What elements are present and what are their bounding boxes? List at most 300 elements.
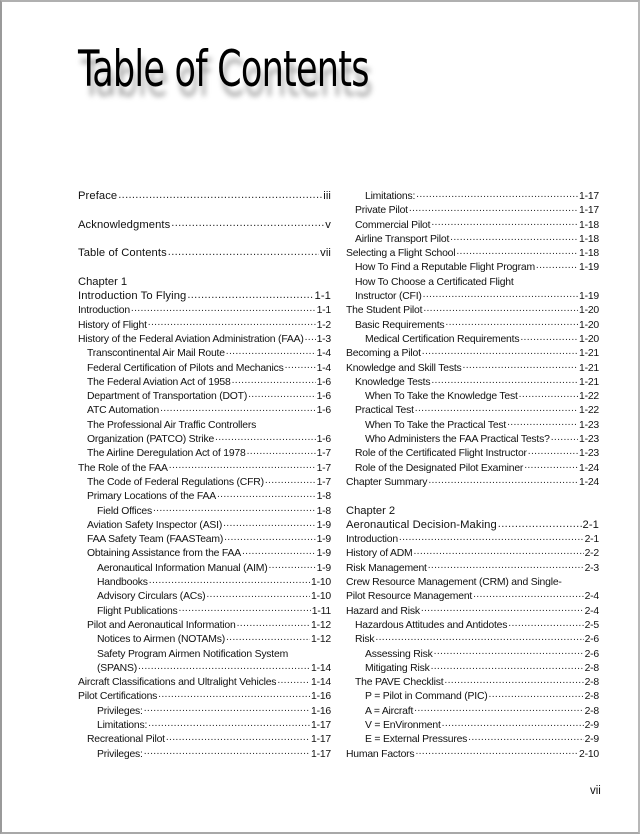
toc-entry-page: 1-19 — [579, 262, 599, 274]
toc-entry[interactable] — [346, 604, 599, 618]
toc-entry[interactable] — [78, 546, 331, 560]
toc-entry-label: Privileges: — [97, 748, 143, 760]
toc-entry-label: Medical Certification Requirements — [365, 333, 520, 345]
toc-entry[interactable] — [346, 346, 599, 360]
toc-entry-label: Introduction — [346, 534, 398, 546]
toc-entry-page: 1-23 — [579, 434, 599, 446]
toc-entry-label: Private Pilot — [355, 205, 408, 217]
dot-leader — [217, 489, 316, 499]
dot-leader — [149, 575, 310, 585]
toc-entry-label: Recreational Pilot — [87, 734, 165, 746]
toc-entry[interactable] — [346, 518, 599, 532]
dot-leader — [224, 532, 315, 542]
toc-entry[interactable] — [346, 732, 599, 746]
toc-entry-page: 1-24 — [579, 462, 599, 474]
chapter-1-continued-entries — [346, 189, 599, 489]
toc-entry-page: 2-9 — [584, 734, 599, 746]
chapter-1-label: Chapter 1 — [78, 275, 128, 288]
dot-leader — [528, 446, 578, 456]
toc-entry-page: 1-7 — [316, 448, 331, 460]
dot-leader — [158, 689, 310, 699]
dot-leader — [563, 575, 598, 585]
toc-entry[interactable] — [346, 389, 599, 403]
toc-entry-page: 1-20 — [579, 305, 599, 317]
toc-entry-label: Human Factors — [346, 748, 415, 760]
toc-entry-page: 2-1 — [582, 518, 599, 531]
dot-leader — [247, 446, 316, 456]
toc-entry-page: 1-21 — [579, 348, 599, 360]
toc-entry[interactable] — [78, 632, 331, 646]
toc-entry-label: Basic Requirements — [355, 319, 445, 331]
toc-entry[interactable] — [346, 546, 599, 560]
toc-entry-label: Risk — [355, 634, 375, 646]
toc-entry-page: 1-21 — [579, 376, 599, 388]
chapter-2-label: Chapter 2 — [346, 504, 396, 517]
toc-entry[interactable] — [346, 189, 599, 203]
toc-entry[interactable] — [78, 661, 331, 675]
dot-leader — [434, 647, 584, 657]
toc-entry-page: 1-21 — [579, 362, 599, 374]
toc-entry[interactable] — [78, 332, 331, 346]
dot-leader — [148, 718, 310, 728]
toc-entry[interactable] — [346, 647, 599, 661]
toc-entry[interactable] — [78, 732, 331, 746]
toc-entry-page: 1-1 — [316, 305, 331, 317]
dot-leader — [423, 303, 578, 313]
toc-entry-label: When To Take the Practical Test — [365, 419, 507, 431]
dot-leader — [456, 246, 578, 256]
dot-leader — [118, 189, 322, 199]
dot-leader — [144, 704, 310, 714]
toc-entry-page: 2-2 — [584, 548, 599, 560]
toc-entry-page: 2-6 — [584, 634, 599, 646]
dot-leader — [277, 675, 310, 685]
toc-entry-label: Hazardous Attitudes and Antidotes — [355, 619, 508, 631]
toc-entry-page: 1-10 — [311, 591, 331, 603]
toc-entry-label: Introduction — [78, 305, 130, 317]
toc-entry-label: Safety Program Airmen Notification System — [97, 648, 289, 660]
toc-entry-label: ATC Automation — [87, 405, 160, 417]
toc-entry-page: 1-17 — [311, 734, 331, 746]
toc-entry[interactable] — [346, 218, 599, 232]
dot-leader — [187, 289, 313, 299]
toc-entry-page: 1-23 — [579, 419, 599, 431]
toc-entry-label: P = Pilot in Command (PIC) — [365, 691, 488, 703]
toc-entry[interactable] — [346, 561, 599, 575]
toc-entry-page: 1-7 — [316, 462, 331, 474]
toc-entry-page: 2-5 — [584, 619, 599, 631]
toc-entry[interactable] — [78, 475, 331, 489]
toc-entry[interactable] — [78, 561, 331, 575]
dot-leader — [519, 389, 578, 399]
toc-entry-page: 1-6 — [316, 391, 331, 403]
toc-entry[interactable] — [346, 589, 599, 603]
toc-entry-page: 1-24 — [579, 476, 599, 488]
spacer — [346, 489, 599, 503]
toc-entry-page: 1-18 — [579, 233, 599, 245]
toc-entry-label: Becoming a Pilot — [346, 348, 421, 360]
page-title: Table of Contents — [78, 40, 369, 98]
toc-entry-label: Acknowledgments — [78, 218, 171, 231]
toc-entry-label: Table of Contents — [78, 247, 167, 260]
toc-entry[interactable] — [78, 389, 331, 403]
toc-entry-label: The Airline Deregulation Act of 1978 — [87, 448, 246, 460]
dot-leader — [179, 604, 311, 614]
toc-entry-page: 1-6 — [316, 405, 331, 417]
dot-leader — [148, 318, 316, 328]
toc-entry-label: Knowledge Tests — [355, 376, 431, 388]
toc-entry-label: The Federal Aviation Act of 1958 — [87, 376, 231, 388]
toc-entry-page: v — [325, 218, 331, 231]
toc-entry-label: Federal Certification of Pilots and Mechanics — [87, 362, 284, 374]
toc-entry-label: Obtaining Assistance from the FAA — [87, 548, 241, 560]
toc-entry-label: History of ADM — [346, 548, 413, 560]
toc-entry-page: 1-16 — [311, 691, 331, 703]
toc-entry-label: FAA Safety Team (FAASTeam) — [87, 534, 224, 546]
dot-leader — [468, 732, 583, 742]
toc-entry-page: 2-4 — [584, 605, 599, 617]
toc-entry-page: 1-10 — [311, 577, 331, 589]
dot-leader — [415, 747, 578, 757]
chapter-2-entries — [346, 518, 599, 761]
toc-entry[interactable] — [78, 461, 331, 475]
toc-entry[interactable] — [78, 361, 331, 375]
dot-leader — [414, 704, 583, 714]
toc-entry-page: 1-16 — [311, 705, 331, 717]
toc-entry[interactable] — [78, 246, 331, 260]
dot-leader — [166, 732, 310, 742]
dot-leader — [226, 632, 310, 642]
toc-entry[interactable] — [346, 232, 599, 246]
toc-entry-label: Assessing Risk — [365, 648, 433, 660]
toc-entry-page: 1-12 — [311, 619, 331, 631]
toc-entry[interactable] — [78, 618, 331, 632]
toc-entry-page: 1-18 — [579, 248, 599, 260]
toc-entry[interactable] — [78, 318, 331, 332]
toc-entry-label: Crew Resource Management (CRM) and Single- — [346, 577, 562, 589]
dot-leader — [242, 546, 316, 556]
toc-entry-label: When To Take the Knowledge Test — [365, 391, 518, 403]
toc-entry[interactable] — [78, 289, 331, 303]
toc-entry-page: 1-17 — [311, 748, 331, 760]
dot-leader — [171, 218, 324, 228]
toc-entry-label: Aircraft Classifications and Ultralight Vehicles — [78, 677, 277, 689]
toc-entry-page: 1-7 — [316, 476, 331, 488]
toc-entry-label: Aeronautical Information Manual (AIM) — [97, 562, 268, 574]
toc-entry-page: 1-14 — [311, 677, 331, 689]
spacer — [78, 232, 331, 246]
toc-entry[interactable] — [78, 218, 331, 232]
toc-entry[interactable] — [78, 589, 331, 603]
toc-entry-page: 1-9 — [316, 534, 331, 546]
toc-entry-label: The Role of the FAA — [78, 462, 168, 474]
dot-leader — [520, 332, 578, 342]
toc-entry[interactable] — [346, 303, 599, 317]
dot-leader — [237, 618, 310, 628]
toc-entry-label: The Student Pilot — [346, 305, 423, 317]
dot-leader — [445, 318, 578, 328]
toc-entry[interactable] — [78, 375, 331, 389]
page-number: vii — [590, 785, 601, 797]
toc-entry-label: History of Flight — [78, 319, 147, 331]
toc-entry[interactable] — [78, 489, 331, 503]
toc-entry-page: 1-22 — [579, 391, 599, 403]
dot-leader — [428, 561, 584, 571]
dot-leader — [428, 475, 578, 485]
toc-entry[interactable] — [78, 418, 331, 432]
toc-entry[interactable] — [78, 647, 331, 661]
toc-entry-page: 1-17 — [311, 719, 331, 731]
toc-entry[interactable] — [346, 575, 599, 589]
toc-entry-page: 2-9 — [584, 719, 599, 731]
toc-entry-page: 1-9 — [316, 562, 331, 574]
toc-entry[interactable] — [78, 303, 331, 317]
dot-leader — [206, 589, 310, 599]
toc-entry-page: 2-1 — [584, 534, 599, 546]
dot-leader — [442, 718, 584, 728]
toc-entry-page: 2-8 — [584, 705, 599, 717]
toc-entry-page: 1-12 — [311, 634, 331, 646]
toc-entry-label: Limitations: — [97, 719, 148, 731]
toc-entry-page: 2-8 — [584, 677, 599, 689]
dot-leader — [421, 604, 584, 614]
toc-entry-page: 2-8 — [584, 662, 599, 674]
dot-leader — [423, 289, 578, 299]
toc-entry-label: Handbooks — [97, 577, 148, 589]
toc-entry[interactable] — [78, 689, 331, 703]
toc-entry[interactable] — [346, 461, 599, 475]
toc-entry-label: Limitations: — [365, 191, 416, 202]
toc-entry-page: iii — [323, 190, 331, 202]
toc-entry-page: 1-17 — [579, 205, 599, 217]
dot-leader — [215, 432, 316, 442]
toc-right-column — [346, 189, 599, 761]
toc-entry[interactable] — [346, 718, 599, 732]
toc-entry-page: 1-8 — [316, 505, 331, 517]
dot-leader — [507, 418, 578, 428]
toc-entry-page: 1-19 — [579, 291, 599, 303]
toc-entry-label: History of the Federal Aviation Administration (FAA) — [78, 333, 304, 345]
toc-entry[interactable] — [346, 203, 599, 217]
dot-leader — [536, 260, 578, 270]
toc-entry[interactable] — [78, 518, 331, 532]
toc-entry[interactable] — [346, 632, 599, 646]
toc-entry-label: Advisory Circulars (ACs) — [97, 591, 206, 603]
toc-entry[interactable] — [346, 618, 599, 632]
spacer — [78, 260, 331, 274]
toc-entry-label: Role of the Certificated Flight Instructor — [355, 448, 527, 460]
toc-entry[interactable] — [78, 432, 331, 446]
toc-entry[interactable] — [346, 432, 599, 446]
toc-entry[interactable] — [78, 403, 331, 417]
dot-leader — [268, 561, 315, 571]
dot-leader — [551, 432, 578, 442]
toc-entry[interactable] — [78, 504, 331, 518]
front-matter-list — [78, 189, 331, 275]
dot-leader — [413, 546, 583, 556]
toc-entry-label: Instructor (CFI) — [355, 291, 422, 303]
toc-entry-label: The Professional Air Traffic Controllers — [87, 419, 257, 431]
dot-leader — [160, 403, 315, 413]
dot-leader — [257, 418, 330, 428]
toc-entry[interactable] — [78, 747, 331, 761]
toc-entry-label: How To Find a Reputable Flight Program — [355, 262, 535, 274]
dot-leader — [289, 647, 330, 657]
toc-entry[interactable] — [346, 704, 599, 718]
toc-entry-label: The PAVE Checklist — [355, 677, 444, 689]
toc-entry-label: Flight Publications — [97, 605, 178, 617]
dot-leader — [138, 661, 310, 671]
toc-entry-page: 1-14 — [311, 662, 331, 674]
dot-leader — [131, 303, 316, 313]
toc-entry-page: 1-9 — [316, 548, 331, 560]
toc-entry-page: 1-4 — [316, 348, 331, 360]
dot-leader — [265, 475, 316, 485]
toc-entry-label: Airline Transport Pilot — [355, 233, 450, 245]
toc-entry-label: The Code of Federal Regulations (CFR) — [87, 476, 264, 488]
toc-entry[interactable] — [346, 375, 599, 389]
toc-entry[interactable] — [346, 446, 599, 460]
toc-entry-label: Practical Test — [355, 405, 414, 417]
toc-entry-page: 2-6 — [584, 648, 599, 660]
toc-entry-page: 1-4 — [316, 362, 331, 374]
toc-entry[interactable] — [346, 260, 599, 274]
toc-entry[interactable] — [346, 661, 599, 675]
dot-leader — [169, 461, 316, 471]
dot-leader — [144, 747, 310, 757]
toc-entry-page: 1-3 — [316, 333, 331, 345]
toc-entry-label: Preface — [78, 190, 118, 202]
toc-entry-page: 2-8 — [584, 691, 599, 703]
toc-entry-page: 2-10 — [579, 748, 599, 760]
toc-entry-page: vii — [320, 247, 331, 260]
toc-entry[interactable] — [346, 418, 599, 432]
dot-leader — [168, 246, 319, 256]
dot-leader — [375, 632, 583, 642]
toc-entry-label: Commercial Pilot — [355, 219, 431, 231]
dot-leader — [431, 375, 578, 385]
toc-entry[interactable] — [346, 747, 599, 761]
toc-entry[interactable] — [78, 446, 331, 460]
toc-entry-label: Who Administers the FAA Practical Tests? — [365, 434, 550, 446]
dot-leader — [498, 518, 582, 528]
toc-entry-page: 1-20 — [579, 333, 599, 345]
toc-entry-label: Selecting a Flight School — [346, 248, 456, 260]
toc-entry-page: 1-1 — [314, 290, 331, 303]
toc-entry-label: Chapter Summary — [346, 476, 428, 488]
toc-entry[interactable] — [346, 332, 599, 346]
toc-entry[interactable] — [346, 675, 599, 689]
dot-leader — [153, 504, 316, 514]
dot-leader — [450, 232, 578, 242]
dot-leader — [223, 518, 315, 528]
toc-entry-page: 1-23 — [579, 448, 599, 460]
toc-entry[interactable] — [346, 361, 599, 375]
toc-entry-label: Field Offices — [97, 505, 152, 517]
toc-entry-label: (SPANS) — [97, 662, 137, 674]
toc-entry-label: Organization (PATCO) Strike — [87, 434, 215, 446]
dot-leader — [473, 589, 583, 599]
dot-leader — [399, 532, 584, 542]
toc-left-column — [78, 189, 331, 761]
toc-entry-label: Privileges: — [97, 705, 143, 717]
dot-leader — [305, 332, 316, 342]
toc-entry[interactable] — [78, 532, 331, 546]
toc-entry-label: Aviation Safety Inspector (ASI) — [87, 519, 223, 531]
toc-entry[interactable] — [346, 246, 599, 260]
toc-entry-page: 1-6 — [316, 376, 331, 388]
toc-entry-label: Introduction To Flying — [78, 290, 187, 303]
toc-entry-label: Pilot and Aeronautical Information — [87, 619, 236, 631]
toc-entry[interactable] — [346, 532, 599, 546]
toc-entry-page: 1-18 — [579, 219, 599, 231]
dot-leader — [463, 361, 578, 371]
toc-entry[interactable] — [346, 403, 599, 417]
toc-entry[interactable] — [346, 289, 599, 303]
toc-entry-page: 1-6 — [316, 434, 331, 446]
dot-leader — [248, 389, 315, 399]
toc-entry-label: Pilot Resource Management — [346, 591, 473, 603]
dot-leader — [489, 689, 584, 699]
toc-entry-page: 1-2 — [316, 319, 331, 331]
toc-entry[interactable] — [346, 689, 599, 703]
dot-leader — [431, 661, 584, 671]
toc-entry-label: E = External Pressures — [365, 734, 468, 746]
toc-entry-label: Notices to Airmen (NOTAMs) — [97, 634, 225, 646]
toc-entry-label: V = EnVironment — [365, 719, 441, 731]
dot-leader — [226, 346, 316, 356]
toc-entry-label: Pilot Certifications — [78, 691, 158, 703]
toc-entry[interactable] — [78, 346, 331, 360]
dot-leader — [415, 403, 578, 413]
toc-entry-label: Primary Locations of the FAA — [87, 491, 216, 503]
chapter-1-entries — [78, 289, 331, 761]
spacer — [78, 203, 331, 217]
toc-entry-label: Mitigating Risk — [365, 662, 430, 674]
toc-entry[interactable] — [346, 318, 599, 332]
toc-entry[interactable] — [78, 675, 331, 689]
toc-entry-label: Hazard and Risk — [346, 605, 420, 617]
dot-leader — [431, 218, 578, 228]
dot-leader — [285, 361, 316, 371]
toc-entry-label: Department of Transportation (DOT) — [87, 391, 248, 403]
toc-entry-page: 1-8 — [316, 491, 331, 503]
dot-leader — [232, 375, 316, 385]
toc-entry-label: How To Choose a Certificated Flight — [355, 276, 514, 288]
toc-entry-label: Knowledge and Skill Tests — [346, 362, 462, 374]
toc-entry-page: 1-11 — [311, 605, 331, 617]
toc-entry[interactable] — [78, 189, 331, 203]
toc-entry[interactable] — [346, 475, 599, 489]
toc-entry-label: Aeronautical Decision-Making — [346, 518, 497, 531]
toc-entry[interactable] — [78, 718, 331, 732]
toc-entry-label: Risk Management — [346, 562, 427, 574]
toc-entry[interactable] — [78, 575, 331, 589]
dot-leader — [508, 618, 583, 628]
toc-entry-label: Transcontinental Air Mail Route — [87, 348, 225, 360]
toc-entry[interactable] — [346, 275, 599, 289]
dot-leader — [524, 461, 578, 471]
toc-entry[interactable] — [78, 604, 331, 618]
toc-entry-page: 1-17 — [579, 191, 599, 202]
dot-leader — [416, 189, 578, 199]
dot-leader — [444, 675, 583, 685]
toc-entry[interactable] — [78, 704, 331, 718]
toc-entry-page: 1-22 — [579, 405, 599, 417]
toc-entry-label: A = Aircraft — [365, 705, 414, 717]
toc-entry-page: 2-3 — [584, 562, 599, 574]
toc-entry-label: Role of the Designated Pilot Examiner — [355, 462, 524, 474]
